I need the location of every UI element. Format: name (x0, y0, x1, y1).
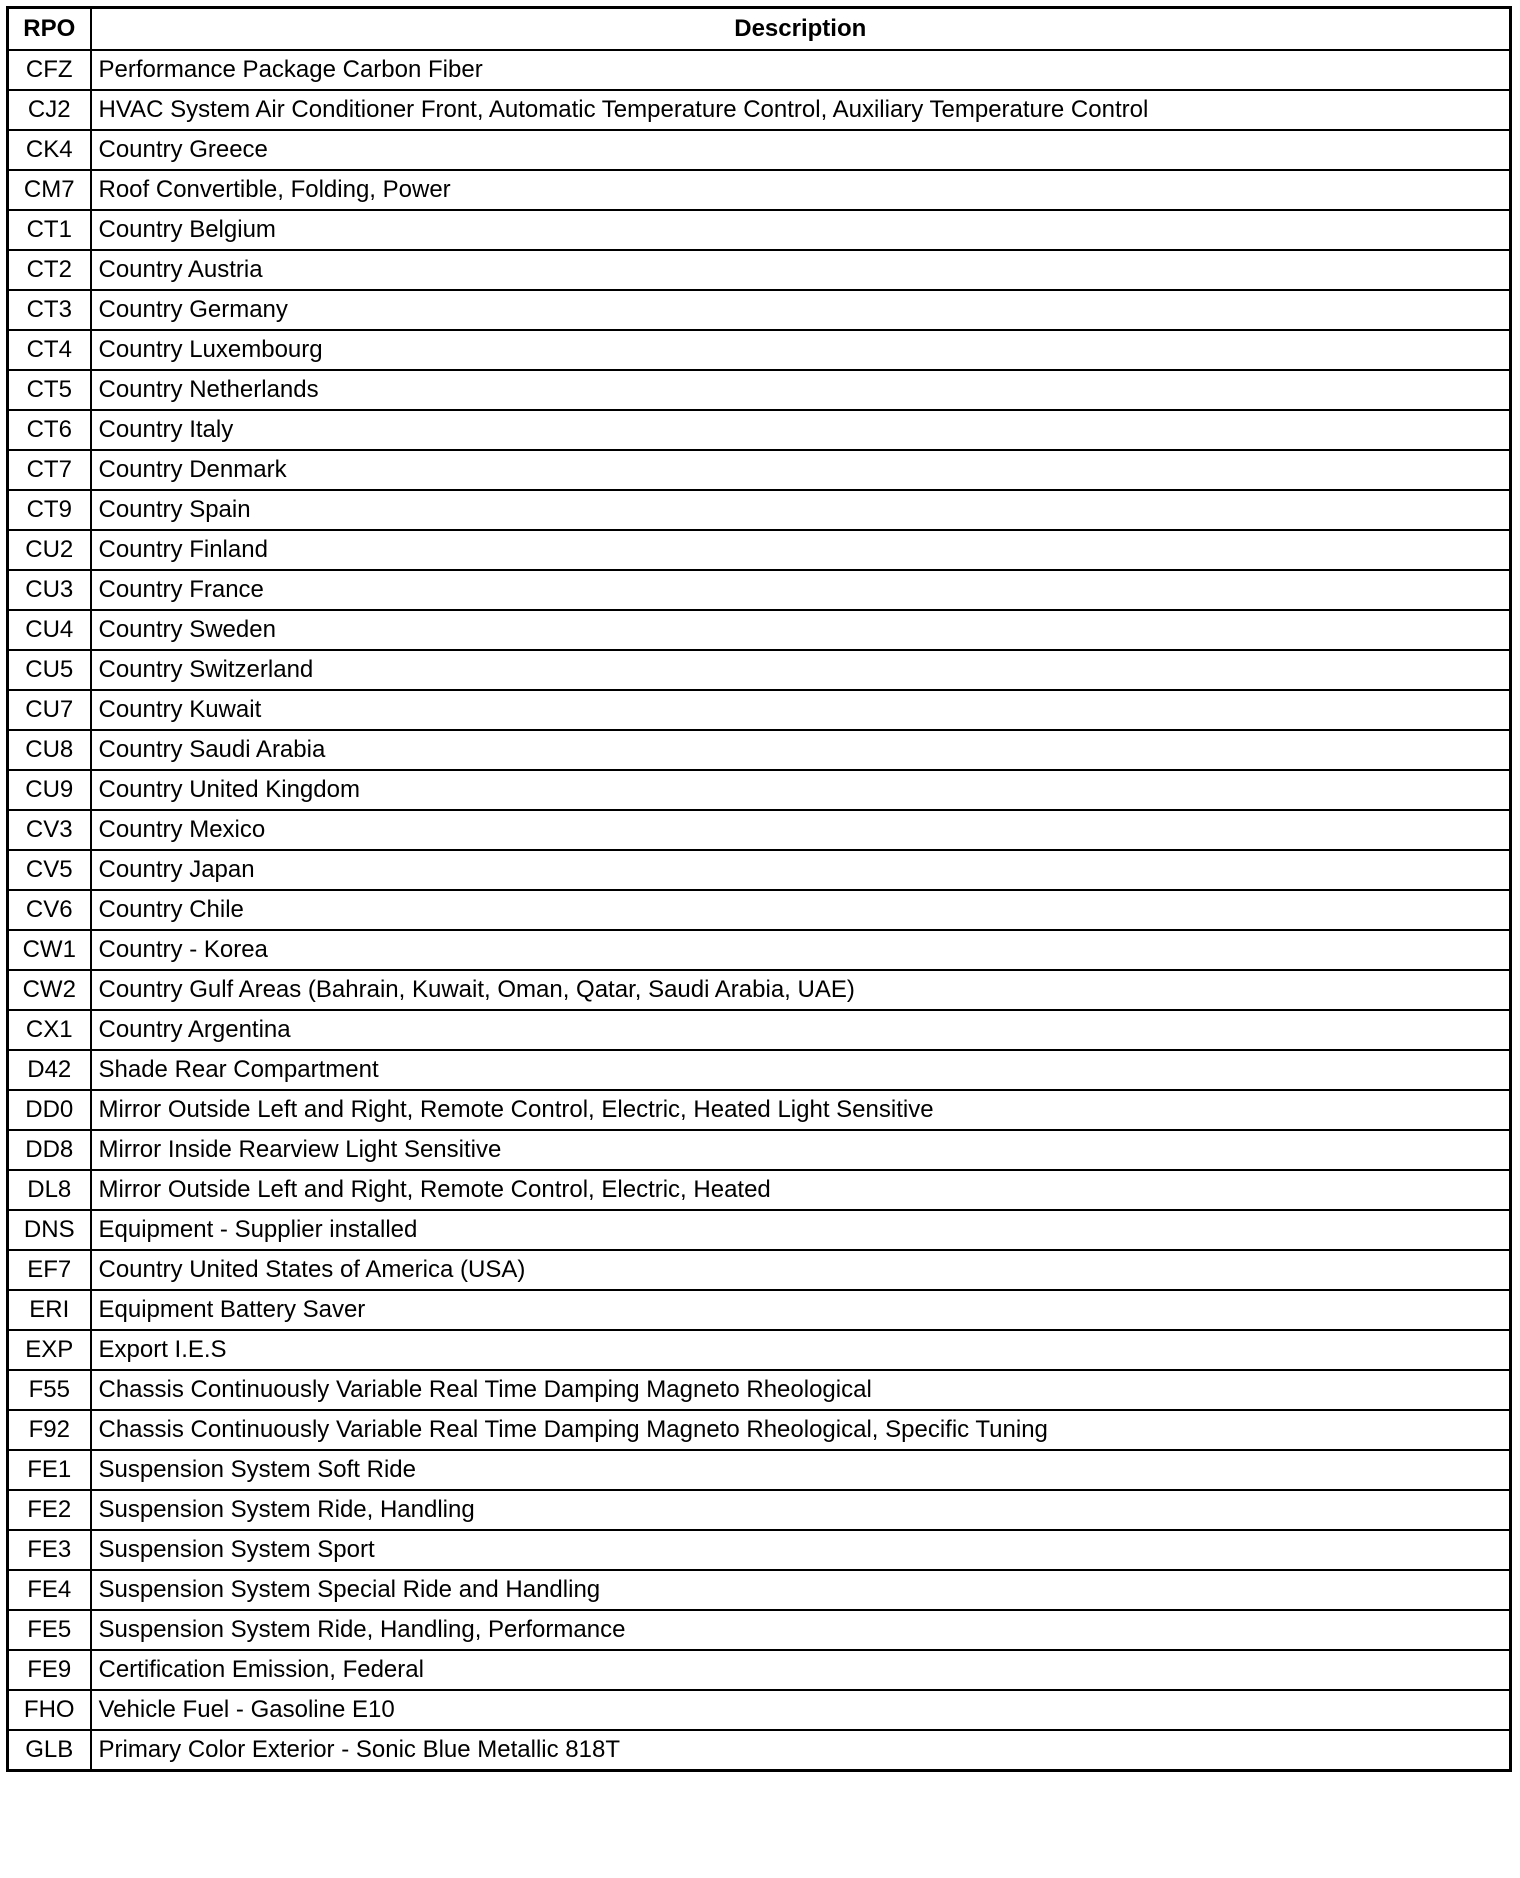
rpo-code-cell: CW1 (8, 930, 91, 970)
table-row (8, 810, 1511, 850)
table-row (8, 1370, 1511, 1410)
table-row (8, 1730, 1511, 1771)
rpo-code-cell: GLB (8, 1730, 91, 1771)
rpo-code-cell: CT9 (8, 490, 91, 530)
table-header-row (8, 8, 1511, 51)
rpo-description-cell: Chassis Continuously Variable Real Time Damping Magneto Rheological, Specific Tuning (91, 1410, 1511, 1450)
table-row (8, 50, 1511, 90)
rpo-code-cell: CV6 (8, 890, 91, 930)
rpo-code-cell: FE3 (8, 1530, 91, 1570)
table-row (8, 1690, 1511, 1730)
description-column-header: Description (91, 8, 1511, 51)
rpo-code-cell: CU4 (8, 610, 91, 650)
rpo-description-cell: Country Chile (91, 890, 1511, 930)
rpo-code-cell: CT6 (8, 410, 91, 450)
rpo-description-cell: Suspension System Special Ride and Handling (91, 1570, 1511, 1610)
rpo-code-cell: CV5 (8, 850, 91, 890)
rpo-code-cell: CT1 (8, 210, 91, 250)
rpo-document-page (6, 6, 1512, 1772)
table-row (8, 130, 1511, 170)
table-row (8, 930, 1511, 970)
rpo-code-cell: CW2 (8, 970, 91, 1010)
rpo-code-cell: FHO (8, 1690, 91, 1730)
table-row (8, 1250, 1511, 1290)
rpo-description-cell: Suspension System Soft Ride (91, 1450, 1511, 1490)
rpo-description-cell: Country Spain (91, 490, 1511, 530)
table-row (8, 530, 1511, 570)
rpo-description-cell: Vehicle Fuel - Gasoline E10 (91, 1690, 1511, 1730)
rpo-code-cell: CFZ (8, 50, 91, 90)
rpo-description-cell: Suspension System Ride, Handling, Performance (91, 1610, 1511, 1650)
table-row (8, 1490, 1511, 1530)
table-row (8, 570, 1511, 610)
rpo-description-cell: Country Italy (91, 410, 1511, 450)
rpo-description-cell: Country Sweden (91, 610, 1511, 650)
rpo-description-cell: Mirror Inside Rearview Light Sensitive (91, 1130, 1511, 1170)
rpo-code-cell: CT7 (8, 450, 91, 490)
table-row (8, 1650, 1511, 1690)
rpo-code-cell: CU9 (8, 770, 91, 810)
table-row (8, 1610, 1511, 1650)
rpo-code-cell: CM7 (8, 170, 91, 210)
rpo-description-cell: Roof Convertible, Folding, Power (91, 170, 1511, 210)
table-row (8, 210, 1511, 250)
table-row (8, 650, 1511, 690)
rpo-description-cell: Country Saudi Arabia (91, 730, 1511, 770)
table-row (8, 690, 1511, 730)
table-row (8, 170, 1511, 210)
rpo-code-cell: CT5 (8, 370, 91, 410)
rpo-description-cell: Primary Color Exterior - Sonic Blue Metallic 818T (91, 1730, 1511, 1771)
rpo-code-cell: ERI (8, 1290, 91, 1330)
table-row (8, 1450, 1511, 1490)
table-row (8, 1170, 1511, 1210)
table-row (8, 410, 1511, 450)
table-row (8, 1530, 1511, 1570)
rpo-description-cell: Shade Rear Compartment (91, 1050, 1511, 1090)
rpo-code-cell: DD8 (8, 1130, 91, 1170)
rpo-description-cell: Country Netherlands (91, 370, 1511, 410)
rpo-code-cell: CU5 (8, 650, 91, 690)
rpo-description-cell: Country United Kingdom (91, 770, 1511, 810)
rpo-description-cell: Country Switzerland (91, 650, 1511, 690)
table-row (8, 1330, 1511, 1370)
table-row (8, 1290, 1511, 1330)
rpo-code-cell: CV3 (8, 810, 91, 850)
table-row (8, 850, 1511, 890)
rpo-code-cell: CU8 (8, 730, 91, 770)
rpo-code-cell: DL8 (8, 1170, 91, 1210)
rpo-description-cell: Country Mexico (91, 810, 1511, 850)
rpo-description-cell: Certification Emission, Federal (91, 1650, 1511, 1690)
rpo-description-cell: Country Argentina (91, 1010, 1511, 1050)
rpo-column-header: RPO (8, 8, 91, 51)
rpo-description-cell: Country Greece (91, 130, 1511, 170)
rpo-code-cell: EF7 (8, 1250, 91, 1290)
rpo-code-cell: FE4 (8, 1570, 91, 1610)
rpo-code-cell: F92 (8, 1410, 91, 1450)
table-row (8, 1050, 1511, 1090)
rpo-code-cell: CX1 (8, 1010, 91, 1050)
rpo-description-cell: Country Finland (91, 530, 1511, 570)
rpo-description-cell: Performance Package Carbon Fiber (91, 50, 1511, 90)
table-row (8, 730, 1511, 770)
rpo-code-cell: CT2 (8, 250, 91, 290)
rpo-code-cell: D42 (8, 1050, 91, 1090)
rpo-description-cell: Country Gulf Areas (Bahrain, Kuwait, Oman, Qatar, Saudi Arabia, UAE) (91, 970, 1511, 1010)
rpo-description-cell: Equipment Battery Saver (91, 1290, 1511, 1330)
rpo-description-cell: Country Japan (91, 850, 1511, 890)
rpo-code-cell: CU3 (8, 570, 91, 610)
table-row (8, 90, 1511, 130)
rpo-code-cell: CJ2 (8, 90, 91, 130)
rpo-code-cell: F55 (8, 1370, 91, 1410)
rpo-description-cell: Country Luxembourg (91, 330, 1511, 370)
rpo-description-cell: Equipment - Supplier installed (91, 1210, 1511, 1250)
rpo-description-cell: Mirror Outside Left and Right, Remote Control, Electric, Heated (91, 1170, 1511, 1210)
rpo-code-cell: FE9 (8, 1650, 91, 1690)
table-row (8, 330, 1511, 370)
table-row (8, 1090, 1511, 1130)
table-row (8, 970, 1511, 1010)
table-row (8, 890, 1511, 930)
rpo-description-cell: Mirror Outside Left and Right, Remote Control, Electric, Heated Light Sensitive (91, 1090, 1511, 1130)
rpo-code-cell: CU2 (8, 530, 91, 570)
table-row (8, 490, 1511, 530)
rpo-description-cell: Country Austria (91, 250, 1511, 290)
rpo-description-cell: Country France (91, 570, 1511, 610)
rpo-code-cell: EXP (8, 1330, 91, 1370)
table-header (8, 8, 1511, 51)
rpo-description-cell: Export I.E.S (91, 1330, 1511, 1370)
table-row (8, 1010, 1511, 1050)
rpo-code-cell: CU7 (8, 690, 91, 730)
rpo-description-cell: Country Germany (91, 290, 1511, 330)
table-row (8, 1410, 1511, 1450)
table-row (8, 250, 1511, 290)
table-row (8, 1210, 1511, 1250)
rpo-description-cell: Country Belgium (91, 210, 1511, 250)
table-row (8, 770, 1511, 810)
table-row (8, 370, 1511, 410)
rpo-description-cell: Country Denmark (91, 450, 1511, 490)
rpo-description-cell: HVAC System Air Conditioner Front, Automatic Temperature Control, Auxiliary Temperature Control (91, 90, 1511, 130)
rpo-code-cell: FE5 (8, 1610, 91, 1650)
rpo-description-cell: Chassis Continuously Variable Real Time Damping Magneto Rheological (91, 1370, 1511, 1410)
table-row (8, 610, 1511, 650)
table-row (8, 1570, 1511, 1610)
rpo-code-cell: FE1 (8, 1450, 91, 1490)
rpo-description-cell: Country - Korea (91, 930, 1511, 970)
table-row (8, 290, 1511, 330)
rpo-description-cell: Country United States of America (USA) (91, 1250, 1511, 1290)
rpo-code-cell: CT3 (8, 290, 91, 330)
rpo-code-cell: DNS (8, 1210, 91, 1250)
table-body (8, 50, 1511, 1771)
rpo-description-cell: Country Kuwait (91, 690, 1511, 730)
table-row (8, 1130, 1511, 1170)
rpo-code-cell: FE2 (8, 1490, 91, 1530)
rpo-code-table (6, 6, 1512, 1772)
rpo-code-cell: DD0 (8, 1090, 91, 1130)
rpo-code-cell: CT4 (8, 330, 91, 370)
rpo-code-cell: CK4 (8, 130, 91, 170)
rpo-description-cell: Suspension System Ride, Handling (91, 1490, 1511, 1530)
rpo-description-cell: Suspension System Sport (91, 1530, 1511, 1570)
table-row (8, 450, 1511, 490)
